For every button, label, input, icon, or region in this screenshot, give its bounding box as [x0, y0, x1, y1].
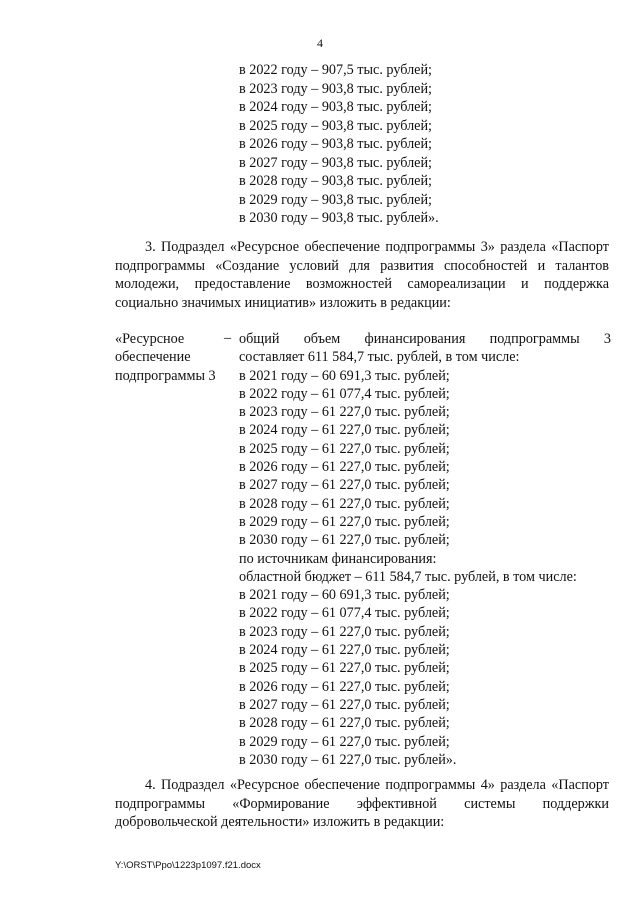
resource-value-line: в 2026 году – 61 227,0 тыс. рублей; — [239, 678, 450, 695]
resource-value-line: в 2025 году – 61 227,0 тыс. рублей; — [239, 440, 450, 457]
list-item: в 2028 году – 903,8 тыс. рублей; — [239, 173, 432, 189]
resource-value-line: общий объем финансирования подпрограммы 3 — [239, 331, 611, 347]
resource-dash: – — [224, 330, 232, 346]
resource-value-line: в 2022 году – 61 077,4 тыс. рублей; — [239, 385, 450, 402]
resource-value-line: в 2022 году – 61 077,4 тыс. рублей; — [239, 605, 450, 622]
resource-value-line: в 2029 году – 61 227,0 тыс. рублей; — [239, 513, 450, 530]
resource-value-line: в 2030 году – 61 227,0 тыс. рублей; — [239, 532, 450, 549]
paragraph-line: подпрограммы «Создание условий для развития способностей и талантов — [115, 257, 609, 274]
resource-value-line: в 2027 году – 61 227,0 тыс. рублей; — [239, 696, 450, 713]
resource-values — [239, 330, 611, 769]
page-number: 4 — [317, 36, 323, 50]
resource-value-line: в 2030 году – 61 227,0 тыс. рублей». — [239, 751, 457, 768]
list-item: в 2029 году – 903,8 тыс. рублей; — [239, 191, 432, 208]
paragraph-line: 4. Подраздел «Ресурсное обеспечение подпрограммы 4» раздела «Паспорт — [145, 777, 609, 793]
resource-value-line: в 2021 году – 60 691,3 тыс. рублей; — [239, 367, 450, 384]
paragraph-4 — [115, 776, 609, 832]
resource-value-line: составляет 611 584,7 тыс. рублей, в том числе: — [239, 349, 520, 366]
resource-label — [115, 330, 216, 385]
resource-value-line: в 2028 году – 61 227,0 тыс. рублей; — [239, 715, 450, 732]
resource-value-line: в 2025 году – 61 227,0 тыс. рублей; — [239, 660, 450, 677]
funding-year-list — [239, 61, 439, 228]
list-item: в 2025 году – 903,8 тыс. рублей; — [239, 117, 432, 134]
paragraph-line: 3. Подраздел «Ресурсное обеспечение подпрограммы 3» раздела «Паспорт — [145, 239, 609, 255]
footer-file-path: Y:\ORST\Ppo\1223p1097.f21.docx — [115, 860, 261, 871]
resource-value-line: в 2023 году – 61 227,0 тыс. рублей; — [239, 623, 450, 640]
paragraph-line: социально значимых инициатив» изложить в редакции: — [115, 294, 451, 311]
resource-value-line: в 2028 году – 61 227,0 тыс. рублей; — [239, 495, 450, 512]
list-item: в 2026 году – 903,8 тыс. рублей; — [239, 136, 432, 152]
paragraph-line: молодежи, предоставление возможностей самореализации и поддержка — [115, 276, 609, 293]
resource-value-line: областной бюджет – 611 584,7 тыс. рублей, в том числе: — [239, 568, 577, 585]
resource-value-line: в 2024 году – 61 227,0 тыс. рублей; — [239, 422, 450, 439]
resource-value-line: в 2029 году – 61 227,0 тыс. рублей; — [239, 733, 450, 750]
resource-value-line: в 2024 году – 61 227,0 тыс. рублей; — [239, 642, 450, 659]
resource-value-line: в 2023 году – 61 227,0 тыс. рублей; — [239, 404, 450, 421]
resource-value-line: по источникам финансирования: — [239, 550, 437, 567]
resource-label-line: «Ресурсное — [115, 331, 185, 347]
resource-label-line: подпрограммы 3 — [115, 367, 216, 384]
resource-value-line: в 2027 году – 61 227,0 тыс. рублей; — [239, 477, 450, 494]
paragraph-3 — [115, 238, 609, 312]
paragraph-line: добровольческой деятельности» изложить в редакции: — [115, 814, 445, 831]
list-item: в 2023 году – 903,8 тыс. рублей; — [239, 80, 432, 97]
paragraph-line: подпрограммы «Формирование эффективной системы поддержки — [115, 795, 609, 812]
resource-value-line: в 2021 году – 60 691,3 тыс. рублей; — [239, 587, 450, 604]
list-item: в 2027 году – 903,8 тыс. рублей; — [239, 154, 432, 171]
resource-value-line: в 2026 году – 61 227,0 тыс. рублей; — [239, 459, 450, 476]
resource-label-line: обеспечение — [115, 349, 191, 366]
list-item: в 2024 году – 903,8 тыс. рублей; — [239, 99, 432, 115]
list-item: в 2030 году – 903,8 тыс. рублей». — [239, 210, 439, 226]
list-item: в 2022 году – 907,5 тыс. рублей; — [239, 62, 432, 78]
